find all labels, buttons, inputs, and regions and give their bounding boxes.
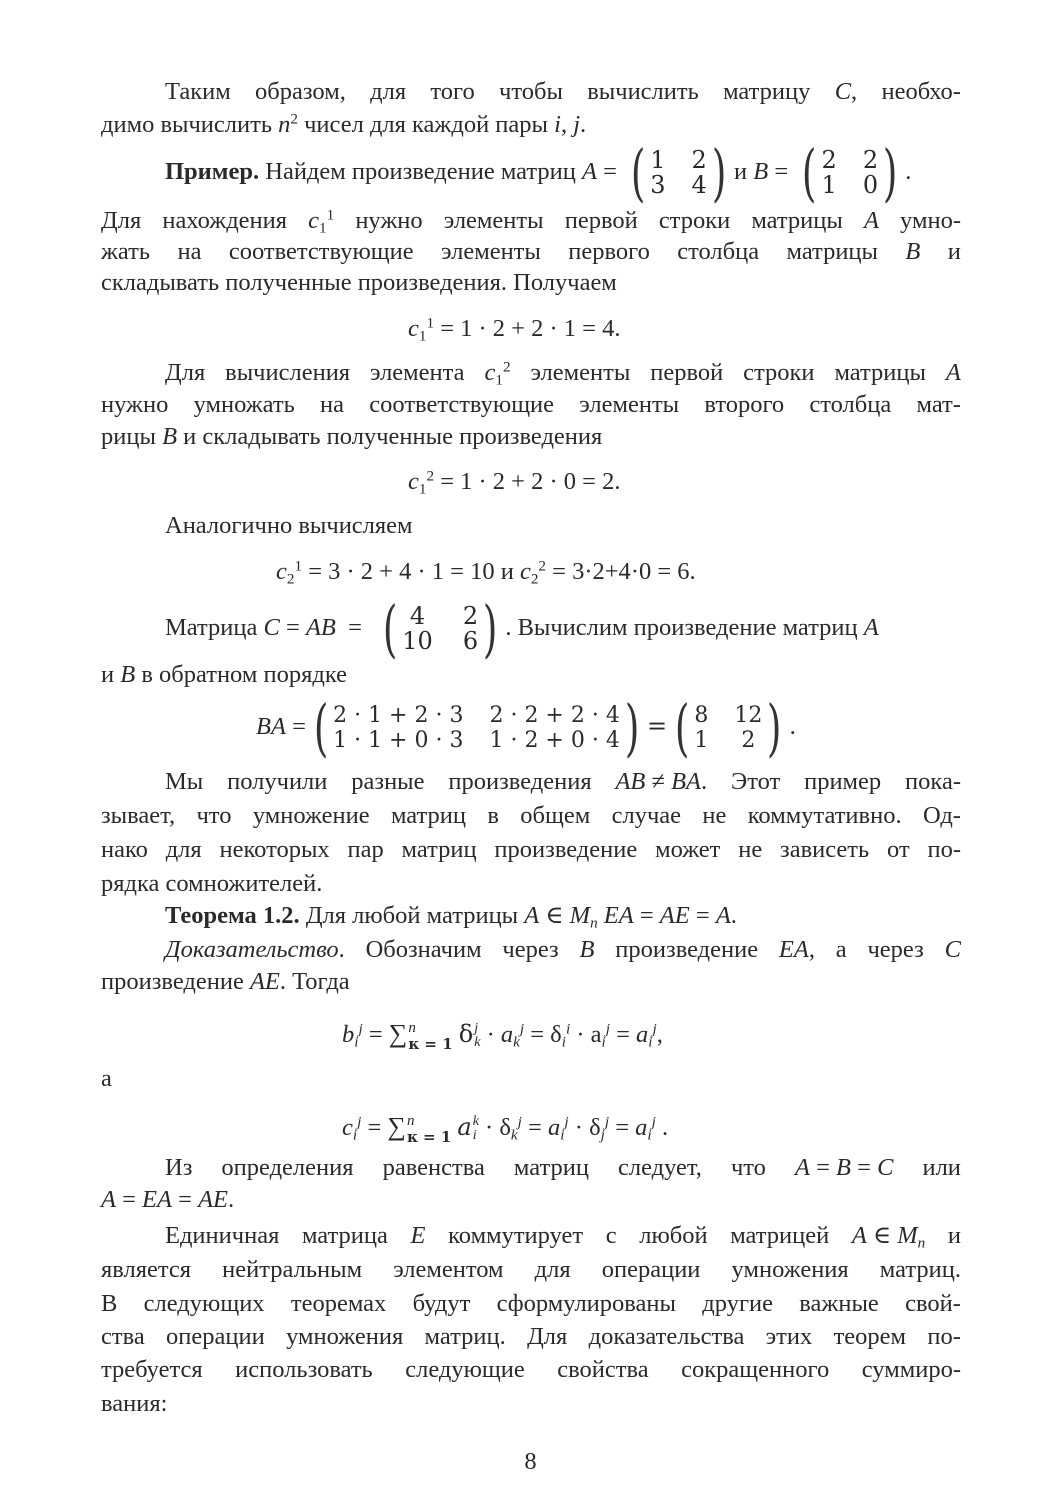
formula-b: $b_i^j$ = ∑ n к = 1 δ j k · $a_k^j = \delta_i^i \cdot a_i^j = a_i^j$,	[342, 1019, 663, 1054]
text-line: нужно умножать на соответствующие элементы второго столбца мат-	[101, 391, 961, 418]
text-line: Доказательство. Обозначим через B произведение EA, а через C	[165, 936, 961, 963]
text-line: Единичная матрица E коммутирует с любой матрицей A ∈ $M_n$ и	[165, 1222, 961, 1252]
text-line: Мы получили разные произведения AB ≠ BA. Этот пример пока-	[165, 768, 961, 795]
text-line: Аналогично вычисляем	[165, 512, 413, 539]
matrix-ba-result: ( 8 12 1 2 )	[674, 691, 782, 765]
text-line: нако для некоторых пар матриц произведение может не зависеть от по-	[101, 836, 961, 863]
text-line: A = EA = AE.	[101, 1186, 235, 1213]
matrix-c: ( 4 2 10 6 )	[382, 592, 498, 666]
example-label: Пример.	[165, 158, 260, 185]
text-line: вания:	[101, 1390, 168, 1417]
text-line: произведение AE. Тогда	[101, 968, 350, 995]
theorem-label: Теорема 1.2.	[165, 902, 300, 929]
text-line: Для вычисления элемента $c_1^2$ элементы первой строки матрицы A	[165, 358, 961, 389]
theorem-line: Теорема 1.2. Для любой матрицы A ∈ $M_n$ EA = AE = A.	[165, 902, 737, 932]
text-line: и B в обратном порядке	[101, 661, 347, 688]
text-line: ства операции умножения матриц. Для доказательства этих теорем по-	[101, 1323, 961, 1350]
text-line: зывает, что умножение матриц в общем случае не коммутативно. Од-	[101, 802, 961, 829]
formula-c21-c22: $c_2^1 = 3 \cdot 2 + 4 \cdot 1 = 10$ и $c_2^2 = 3\cdot 2+4\cdot 0 = 6$.	[276, 557, 696, 588]
text-line: димо вычислить $n^2$ чисел для каждой пары i, j.	[101, 110, 587, 138]
text-line: жать на соответствующие элементы первого столбца матрицы B и	[101, 238, 961, 265]
text-line: Таким образом, для того чтобы вычислить матрицу C, необхо-	[165, 78, 961, 105]
example-line: Пример. Найдем произведение матриц A = ( 1 2 3 4 ) и B = ( 2 2 1 0 ) .	[165, 136, 912, 210]
matrix-b: ( 2 2 1 0 )	[802, 136, 898, 210]
text-line: Из определения равенства матриц следует, что A = B = C или	[165, 1154, 961, 1181]
text-line: рицы B и складывать полученные произведения	[101, 423, 603, 450]
matrix-c-line: Матрица C = AB = ( 4 2 10 6 ) . Вычислим произведение матриц A	[165, 592, 879, 666]
text-line: Для нахождения $c_1^1$ нужно элементы первой строки матрицы A умно-	[101, 206, 961, 237]
text-line: является нейтральным элементом для операции умножения матриц.	[101, 1256, 961, 1283]
text-line: В следующих теоремах будут сформулированы другие важные свой-	[101, 1290, 961, 1317]
formula-c11: $c_1^1 = 1 \cdot 2 + 2 \cdot 1 = 4$.	[408, 314, 621, 345]
formula-c: $c_i^j$ = ∑ n к = 1 a k i · $\delta_k^j = a_i^j \cdot \delta_j^j = a_i^j$ .	[342, 1112, 669, 1147]
text-line: а	[101, 1065, 112, 1092]
matrix-ba-expr: ( 2 · 1 + 2 · 3 2 · 2 + 2 · 4 1 · 1 + 0 · 3 1 · 2 + 0 · 4 )	[313, 691, 640, 765]
formula-ba: BA = ( 2 · 1 + 2 · 3 2 · 2 + 2 · 4 1 · 1 + 0 · 3 1 · 2 + 0 · 4 ) = ( 8 12 1 2 ) .	[256, 691, 796, 765]
page-number: 8	[524, 1448, 537, 1475]
text-line: требуется использовать следующие свойства сокращенного суммиро-	[101, 1356, 961, 1383]
formula-c12: $c_1^2 = 1 \cdot 2 + 2 \cdot 0 = 2$.	[408, 467, 621, 498]
text-line: рядка сомножителей.	[101, 870, 323, 897]
matrix-a: ( 1 2 3 4 )	[630, 136, 727, 210]
text-line: складывать полученные произведения. Получаем	[101, 269, 617, 296]
